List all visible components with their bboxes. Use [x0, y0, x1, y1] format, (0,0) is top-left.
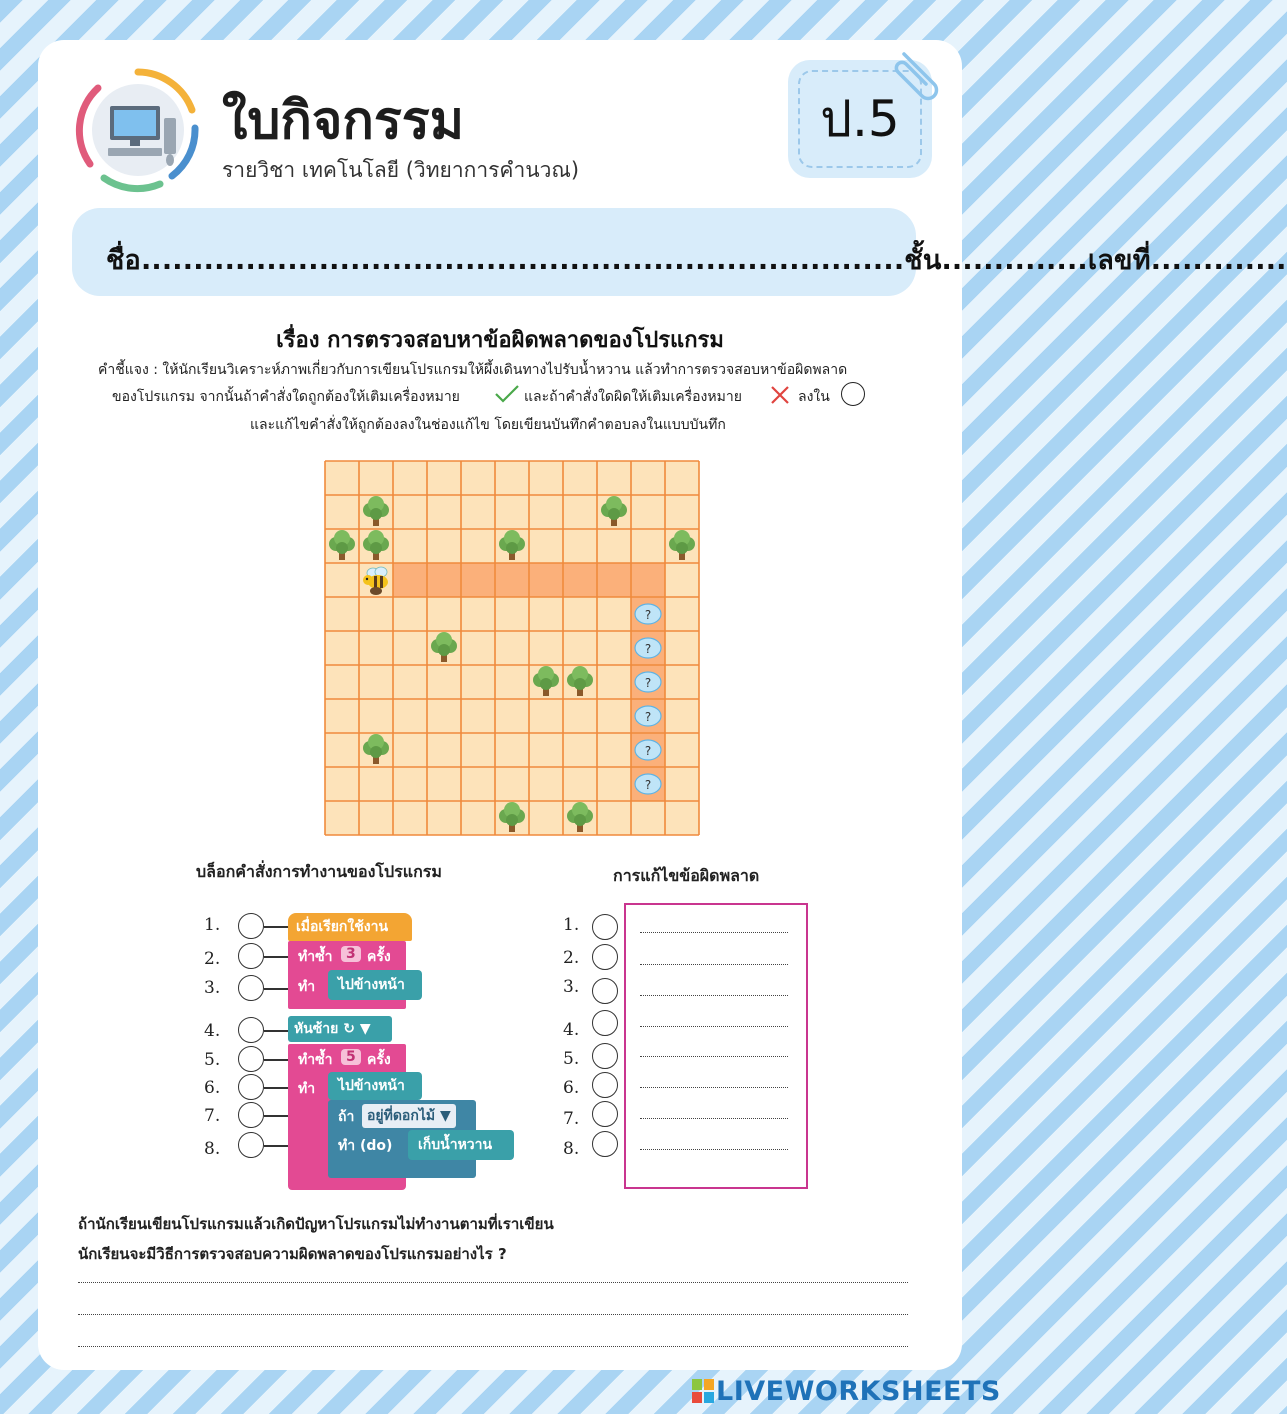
instruction-line-1: คำชี้แจง : ให้นักเรียนวิเคราะห์ภาพเกี่ยวกับการเขียนโปรแกรมให้ผึ้งเดินทางไปรับน้ำหวาน แล้วทำการตรวจสอบหาข้อผิดพลาด [98, 362, 848, 378]
collect-nectar-block[interactable] [408, 1130, 514, 1160]
connector-line [264, 926, 288, 928]
instruction-line-2c: ลงใน [798, 389, 830, 405]
fix-circle-2[interactable] [592, 944, 618, 970]
move-forward-block-1[interactable] [328, 970, 422, 1000]
flower-icon [635, 774, 661, 794]
turn-left-label: หันซ้าย ↻ ▼ [294, 1021, 371, 1037]
fix-number-3: 3. [563, 977, 580, 997]
if-label: ถ้า [338, 1109, 355, 1125]
repeat-count-2[interactable]: 5 [341, 1049, 361, 1065]
fix-answer-line-7[interactable] [640, 1118, 788, 1119]
block-number-7: 7. [204, 1106, 221, 1126]
block-number-3: 3. [204, 978, 221, 998]
paperclip-icon [890, 44, 950, 108]
computer-logo-icon [74, 66, 202, 194]
answer-circle-3[interactable] [238, 975, 264, 1001]
blocks-section-title: บล็อกคำสั่งการทำงานของโปรแกรม [196, 862, 442, 881]
fix-section-title: การแก้ไขข้อผิดพลาด [613, 866, 760, 885]
fix-answer-line-8[interactable] [640, 1149, 788, 1150]
instruction-line-3: และแก้ไขคำสั่งให้ถูกต้องลงในช่องแก้ไข โดยเขียนบันทึกคำตอบลงในแบบบันทึก [250, 417, 726, 433]
fix-circle-3[interactable] [592, 978, 618, 1004]
connector-line [264, 1145, 288, 1147]
collect-nectar-label: เก็บน้ำหวาน [418, 1137, 493, 1153]
fix-circle-4[interactable] [592, 1010, 618, 1036]
repeat-do-1: ทำ [298, 979, 316, 995]
connector-line [264, 988, 288, 990]
connector-line [264, 956, 288, 958]
liveworksheets-brand: LIVEWORKSHEETS [716, 1376, 1001, 1407]
repeat-count-1[interactable]: 3 [341, 946, 361, 962]
question-line-2: นักเรียนจะมีวิธีการตรวจสอบความผิดพลาดของโปรแกรมอย่างไร ? [78, 1245, 507, 1263]
block-number-2: 2. [204, 949, 221, 969]
student-info-bar [72, 208, 1287, 296]
fix-circle-1[interactable] [592, 914, 618, 940]
connector-line [264, 1059, 288, 1061]
connector-line [264, 1087, 288, 1089]
check-mark-icon [494, 384, 520, 404]
instruction-line-2b: และถ้าคำสั่งใดผิดให้เติมเครื่องหมาย [524, 389, 742, 405]
fix-number-6: 6. [563, 1078, 580, 1098]
fix-number-1: 1. [563, 915, 580, 935]
repeat-label-1: ทำซ้ำ [298, 949, 333, 965]
liveworksheets-logo[interactable] [692, 1376, 1001, 1407]
move-forward-block-2[interactable] [328, 1072, 422, 1100]
block-number-1: 1. [204, 915, 221, 935]
block-number-5: 5. [204, 1050, 221, 1070]
block-number-6: 6. [204, 1078, 221, 1098]
connector-line [264, 1115, 288, 1117]
block-number-4: 4. [204, 1021, 221, 1041]
fix-circle-7[interactable] [592, 1101, 618, 1127]
flower-icon [635, 706, 661, 726]
bee-path-grid [325, 461, 699, 835]
instruction-line-2a: ของโปรแกรม จากนั้นถ้าคำสั่งใดถูกต้องให้เติมเครื่องหมาย [112, 389, 460, 405]
when-run-label: เมื่อเรียกใช้งาน [296, 919, 389, 935]
answer-circle-sample-icon [841, 382, 865, 406]
flower-icon [635, 638, 661, 658]
answer-line-2[interactable] [78, 1314, 908, 1315]
flower-icon [635, 740, 661, 760]
student-info-fields[interactable]: ชื่อ.........................................................................ชั้น..............เลขที่............. [106, 245, 1287, 276]
answer-line-3[interactable] [78, 1346, 908, 1347]
question-line-1: ถ้านักเรียนเขียนโปรแกรมแล้วเกิดปัญหาโปรแกรมไม่ทำงานตามที่เราเขียน [78, 1215, 554, 1233]
cross-mark-icon [770, 385, 790, 405]
flower-icon [635, 604, 661, 624]
fix-number-2: 2. [563, 948, 580, 968]
move-forward-label-2: ไปข้างหน้า [338, 1078, 405, 1094]
fix-number-4: 4. [563, 1020, 580, 1040]
fix-number-8: 8. [563, 1139, 580, 1159]
fix-circle-5[interactable] [592, 1043, 618, 1069]
answer-line-1[interactable] [78, 1282, 908, 1283]
grade-label: ป.5 [798, 70, 922, 168]
subject-subtitle: รายวิชา เทคโนโลยี (วิทยาการคำนวณ) [222, 158, 580, 182]
if-condition-dropdown[interactable]: อยู่ที่ดอกไม้ ▼ [362, 1104, 456, 1128]
repeat-unit-1: ครั้ง [367, 949, 391, 965]
repeat-unit-2: ครั้ง [367, 1052, 391, 1068]
move-forward-label-1: ไปข้างหน้า [338, 977, 405, 993]
fix-answer-line-5[interactable] [640, 1056, 788, 1057]
when-run-block[interactable] [288, 913, 412, 941]
fix-answer-line-3[interactable] [640, 995, 788, 996]
fix-answer-line-4[interactable] [640, 1026, 788, 1027]
answer-circle-5[interactable] [238, 1046, 264, 1072]
worksheet-title: ใบกิจกรรม [222, 91, 464, 151]
fix-answer-line-6[interactable] [640, 1087, 788, 1088]
flower-icon [635, 672, 661, 692]
answer-circle-8[interactable] [238, 1132, 264, 1158]
connector-line [264, 1030, 288, 1032]
repeat-do-2: ทำ [298, 1081, 316, 1097]
do-label: ทำ (do) [338, 1138, 393, 1154]
fix-number-5: 5. [563, 1049, 580, 1069]
topic-heading: เรื่อง การตรวจสอบหาข้อผิดพลาดของโปรแกรม [276, 328, 724, 353]
fix-circle-6[interactable] [592, 1072, 618, 1098]
fix-answer-line-2[interactable] [640, 964, 788, 965]
liveworksheets-icon [692, 1379, 714, 1403]
answer-circle-7[interactable] [238, 1102, 264, 1128]
repeat-label-2: ทำซ้ำ [298, 1052, 333, 1068]
answer-circle-1[interactable] [238, 913, 264, 939]
answer-circle-2[interactable] [238, 943, 264, 969]
answer-circle-6[interactable] [238, 1074, 264, 1100]
turn-left-block[interactable] [288, 1016, 392, 1042]
block-number-8: 8. [204, 1139, 221, 1159]
fix-number-7: 7. [563, 1109, 580, 1129]
fix-circle-8[interactable] [592, 1131, 618, 1157]
fix-answer-line-1[interactable] [640, 932, 788, 933]
fix-answer-box [624, 903, 808, 1189]
answer-circle-4[interactable] [238, 1017, 264, 1043]
